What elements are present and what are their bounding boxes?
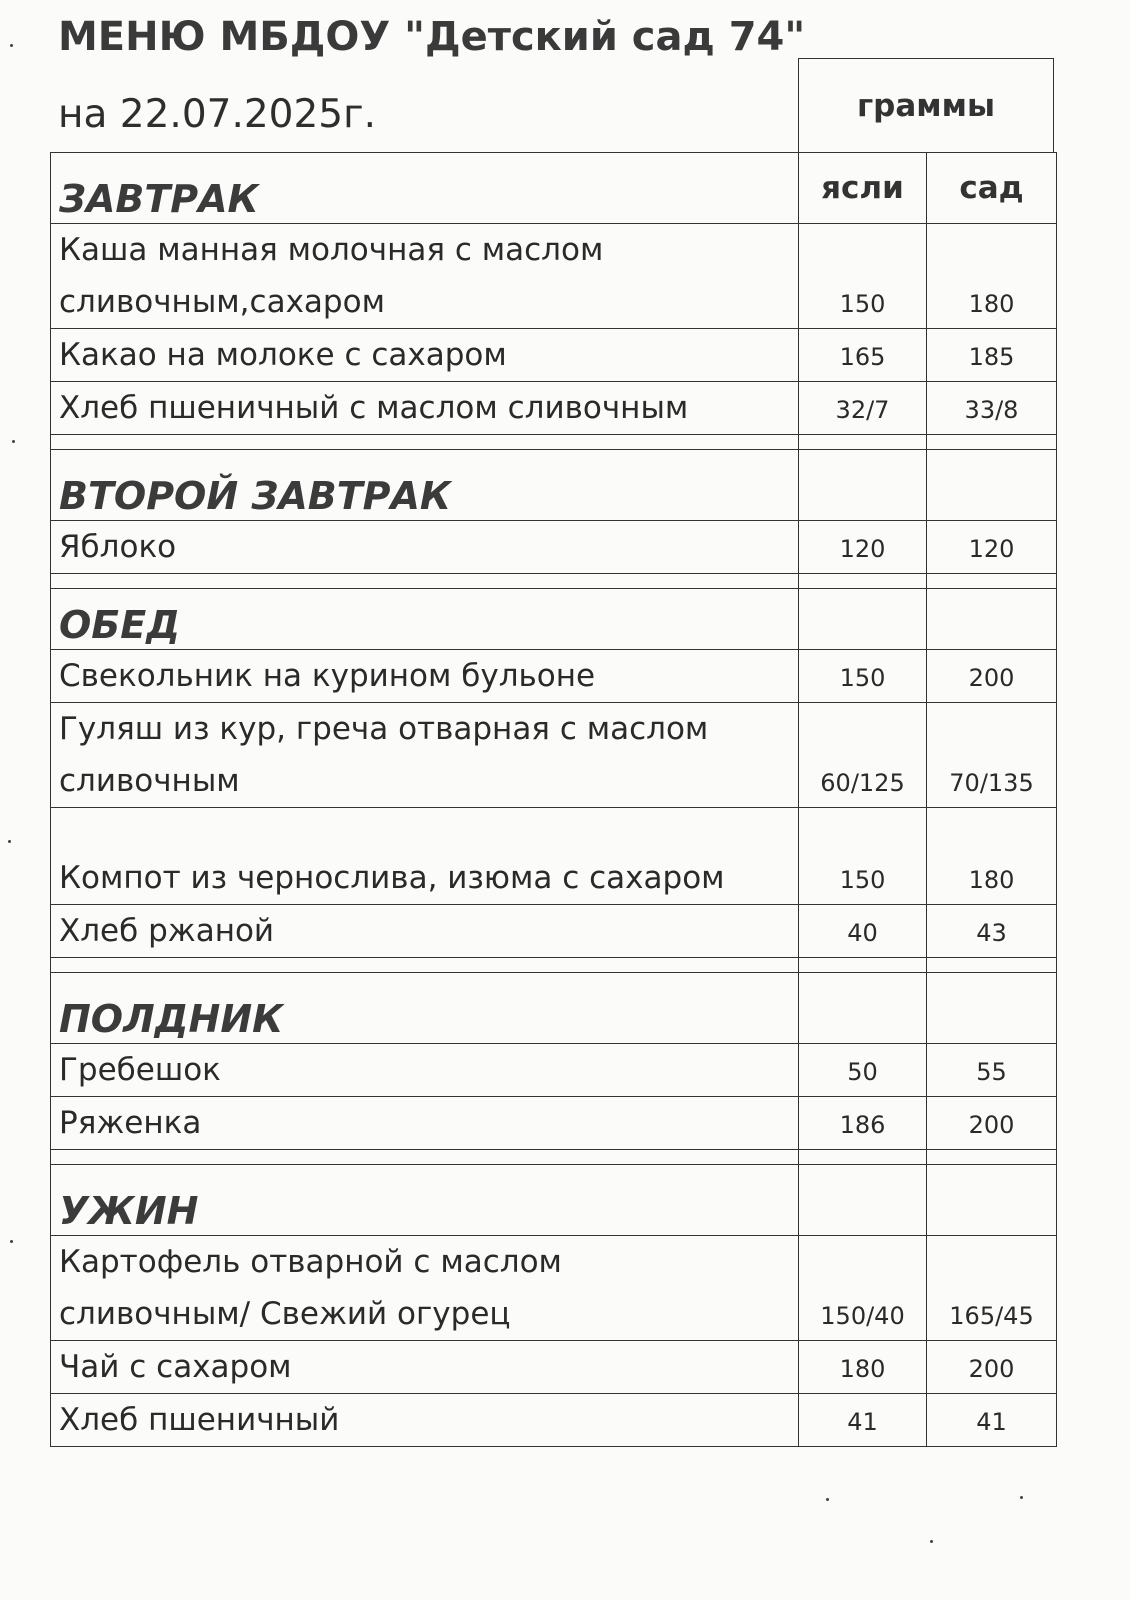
table-row [51,382,1057,435]
nursery-grams: 165 [799,329,927,382]
section-title: УЖИН [51,1165,799,1236]
spacer-row [51,435,1057,450]
dish-name-line: Компот из чернослива, изюма с сахаром [59,860,725,896]
garden-grams: 180 [927,808,1057,905]
garden-grams: 120 [927,521,1057,574]
dish-name [51,703,799,808]
nursery-grams: 50 [799,1044,927,1097]
table-row [51,329,1057,382]
table-row [51,521,1057,574]
garden-grams: 200 [927,650,1057,703]
garden-grams: 55 [927,1044,1057,1097]
nursery-grams: 180 [799,1341,927,1394]
table-row [51,650,1057,703]
section-header-dinner [51,1165,1057,1236]
grams-header [798,58,1054,152]
section-header-snack [51,973,1057,1044]
scan-speck [12,440,15,443]
nursery-grams: 150 [799,808,927,905]
nursery-grams: 41 [799,1394,927,1447]
spacer-row [51,574,1057,589]
dish-name-line: Гуляш из кур, греча отварная с маслом [59,711,709,747]
nursery-grams: 150 [799,224,927,329]
section-title: ЗАВТРАК [51,153,799,224]
nursery-grams: 120 [799,521,927,574]
dish-name: Хлеб пшеничный [51,1394,799,1447]
dish-name: Свекольник на курином бульоне [51,650,799,703]
dish-name: Ряженка [51,1097,799,1150]
nursery-grams: 60/125 [799,703,927,808]
scan-speck [930,1540,933,1543]
nursery-grams: 40 [799,905,927,958]
scan-speck [10,44,13,47]
menu-table [50,152,1057,1447]
spacer-row [51,958,1057,973]
nursery-grams: 32/7 [799,382,927,435]
dish-name: Чай с сахаром [51,1341,799,1394]
scan-speck [8,840,11,843]
nursery-grams: 150 [799,650,927,703]
garden-grams: 165/45 [927,1236,1057,1341]
garden-grams: 200 [927,1341,1057,1394]
column-header-garden: сад [927,153,1057,224]
section-title: ВТОРОЙ ЗАВТРАК [51,450,799,521]
table-row [51,1394,1057,1447]
scan-speck [10,1240,13,1243]
dish-name [51,808,799,905]
table-row [51,703,1057,808]
dish-name: Гребешок [51,1044,799,1097]
section-title: ОБЕД [51,589,799,650]
dish-name-line: сливочным [59,763,240,799]
garden-grams: 70/135 [927,703,1057,808]
garden-grams: 43 [927,905,1057,958]
table-row [51,1044,1057,1097]
dish-name-line: Картофель отварной с маслом [59,1244,562,1280]
garden-grams: 33/8 [927,382,1057,435]
garden-grams: 180 [927,224,1057,329]
spacer-row [51,1150,1057,1165]
garden-grams: 41 [927,1394,1057,1447]
section-title: ПОЛДНИК [51,973,799,1044]
nursery-grams: 150/40 [799,1236,927,1341]
dish-name-line: сливочным/ Свежий огурец [59,1296,511,1332]
dish-name-line: Каша манная молочная с маслом [59,232,604,268]
table-row [51,1236,1057,1341]
section-header-lunch [51,589,1057,650]
table-row [51,1097,1057,1150]
menu-date: на 22.07.2025г. [58,92,376,137]
dish-name: Какао на молоке с сахаром [51,329,799,382]
section-header-breakfast [51,153,1057,224]
page-title: МЕНЮ МБДОУ "Детский сад 74" [58,14,806,60]
table-row [51,224,1057,329]
table-row [51,808,1057,905]
table-row [51,905,1057,958]
dish-name [51,224,799,329]
garden-grams: 185 [927,329,1057,382]
dish-name: Хлеб ржаной [51,905,799,958]
section-header-second-breakfast [51,450,1057,521]
nursery-grams: 186 [799,1097,927,1150]
garden-grams: 200 [927,1097,1057,1150]
scan-speck [1020,1496,1023,1499]
column-header-nursery: ясли [799,153,927,224]
grams-label: граммы [856,87,996,124]
scan-speck [826,1498,829,1501]
dish-name [51,1236,799,1341]
dish-name: Яблоко [51,521,799,574]
dish-name-line: сливочным,сахаром [59,284,385,320]
dish-name: Хлеб пшеничный с маслом сливочным [51,382,799,435]
table-row [51,1341,1057,1394]
